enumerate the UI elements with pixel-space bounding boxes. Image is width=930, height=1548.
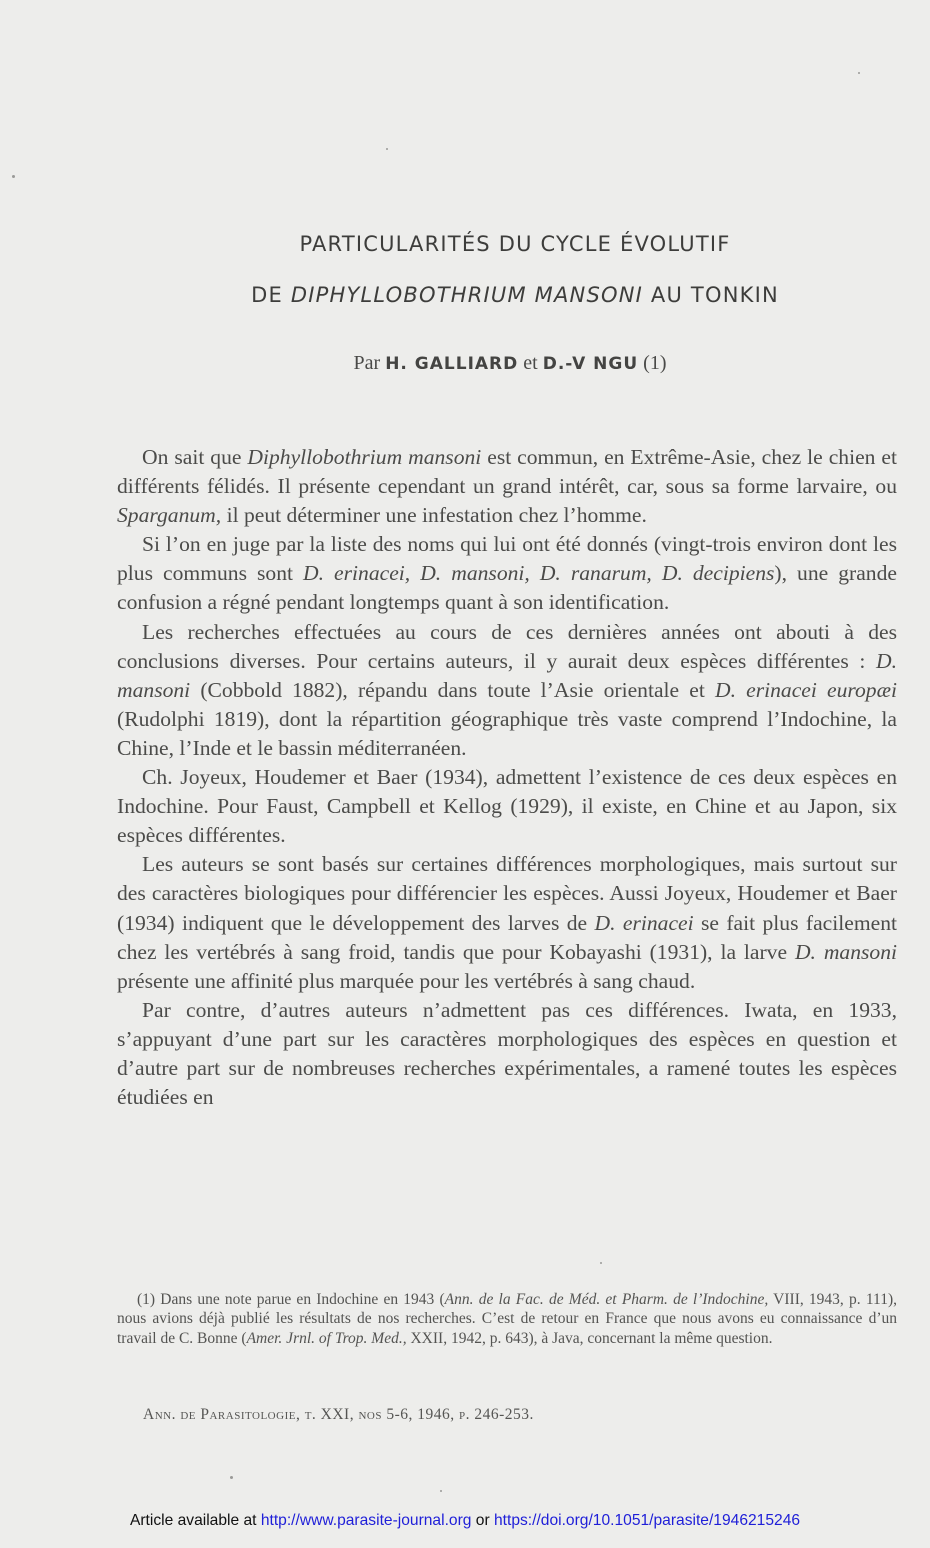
text-run: présente une affinité plus marquée pour les vertébrés à sang chaud. [117,968,696,993]
italic-text: D. mansoni [794,939,898,964]
italic-text: Ann. de la Fac. de Méd. et Pharm. de l’Indochine, [444,1291,769,1308]
italic-text: D. erinacei europæi [715,677,897,702]
text-run: Les auteurs se sont basés sur certaines différences morphologiques, mais surtout sur des caractères biologiques pour différencier les espèces. Aussi Joyeux, Houdemer et Baer (1934) indiquent que le développement des larves de [117,852,897,935]
byline [110,352,910,375]
body-paragraph [117,850,897,995]
italic-text: Amer. Jrnl. of Trop. Med., [246,1329,407,1347]
body-paragraph [117,763,897,850]
body-paragraph [117,443,897,530]
availability-middle: or [471,1512,494,1529]
scan-speck [12,175,15,178]
scan-speck [440,1490,442,1492]
text-run: Par contre, d’autres auteurs n’admettent pas ces différences. Iwata, en 1933, s’appuyant d’une part sur les caractères morphologiques des espèces en question et d’autre part sur de nombreuses recherches expérimentales, a ramené toutes les espèces étudiées en [117,997,897,1110]
article-body [117,443,897,1112]
text-run: On sait que [142,445,248,469]
availability-notice [0,1512,930,1530]
text-run: (1) Dans une note parue en Indochine en 1943 ( [137,1291,445,1308]
article-title-line-2 [110,283,920,307]
title-suffix: AU TONKIN [643,283,779,307]
author-2: D.-V NGU [542,354,639,374]
italic-text: Sparganum, [117,503,222,528]
body-paragraph [117,996,897,1112]
byline-prefix: Par [353,352,386,374]
availability-prefix: Article available at [129,1512,261,1529]
article-title-line-1: PARTICULARITÉS DU CYCLE ÉVOLUTIF [299,232,731,256]
byline-footnote-marker: (1) [638,352,667,374]
doi-link[interactable]: https://doi.org/10.1051/parasite/1946215246 [493,1512,801,1529]
scan-speck [386,148,388,150]
footnote [117,1290,897,1348]
text-run: il peut déterminer une infestation chez l’homme. [221,503,647,528]
byline-et: et [518,352,543,374]
italic-text: D. erinacei [594,910,694,935]
body-paragraph [117,618,897,763]
scan-speck [230,1476,233,1479]
footnote-paragraph [117,1290,897,1348]
text-run: est commun, en Extrême-Asie, chez le chien et différents félidés. Il présente cependant un grand intérêt, car, sous sa forme larvaire, ou [117,445,897,499]
text-run: XXII, 1942, p. 643), à Java, concernant la même question. [406,1329,773,1347]
text-run: Les recherches effectuées au cours de ces dernières années ont abouti à des conclusions diverses. Pour certains auteurs, il y aurait deux espèces différentes : [117,619,897,673]
title-prefix: DE [251,283,291,307]
scan-speck [600,1262,602,1264]
body-paragraph [117,530,897,617]
italic-text: D. erinacei, D. mansoni, D. ranarum, D. decipiens [303,561,775,586]
journal-reference: Ann. de Parasitologie, t. XXI, nos 5-6, 1946, p. 246-253. [143,1406,534,1423]
text-run: (Rudolphi 1819), dont la répartition géographique très vaste comprend l’Indochine, la Chine, l’Inde et le bassin méditerranéen. [117,706,897,760]
italic-text: Diphyllobothrium mansoni [247,445,482,469]
italic-text: D. mansoni [117,648,897,702]
text-run: VIII, 1943, p. 111), nous avions déjà publié les résultats de nos recherches. C’est de retour en France que nous avons eu connaissance d’un travail de C. Bonne ( [117,1291,897,1347]
text-run: Si l’on en juge par la liste des noms qui lui ont été donnés (vingt-trois environ dont les plus communs sont [117,532,897,586]
text-run: se fait plus facilement chez les vertébrés à sang froid, tandis que pour Kobayashi (1931), la larve [117,910,898,964]
scan-speck [858,72,860,74]
text-run: Ch. Joyeux, Houdemer et Baer (1934), admettent l’existence de ces deux espèces en Indochine. Pour Faust, Campbell et Kellog (1929), il existe, en Chine et au Japon, six espèces différentes. [117,765,897,848]
text-run: ), une grande confusion a régné pendant longtemps quant à son identification. [117,561,897,615]
journal-site-link[interactable]: http://www.parasite-journal.org [260,1512,472,1529]
title-species-name: DIPHYLLOBOTHRIUM MANSONI [290,283,644,307]
author-1: H. GALLIARD [385,354,519,374]
text-run: (Cobbold 1882), répandu dans toute l’Asie orientale et [190,677,715,702]
